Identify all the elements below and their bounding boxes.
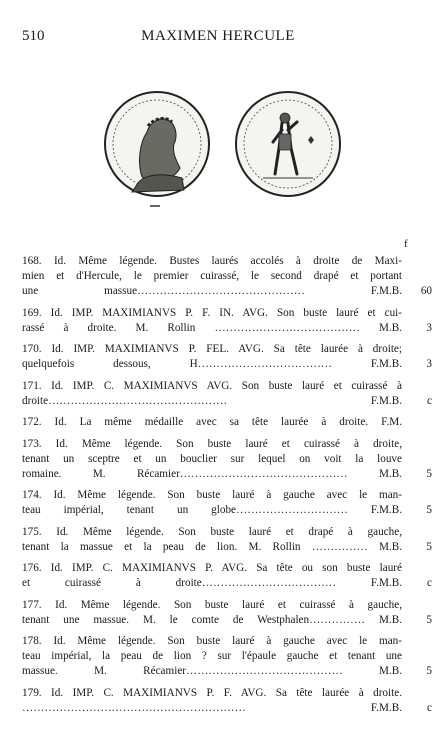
entry-line (22, 342, 432, 357)
entry-line (22, 284, 432, 299)
catalogue-entries (22, 254, 432, 722)
catalogue-entry (22, 686, 432, 716)
entry-price: 5 (426, 665, 432, 677)
entry-line (22, 467, 432, 482)
entry-line (22, 576, 432, 591)
entry-line-text: 172. Id. La même médaille avec sa tête laurée à droite. F.M. (22, 416, 402, 428)
entry-line (22, 415, 432, 430)
entry-line-text: 170. Id. IMP. MAXIMIANVS P. FEL. AVG. Sa tête laurée à droite; (22, 343, 402, 355)
entry-line-text: et cuirassé à droite……………………………… F.M.B. (22, 577, 402, 589)
entry-line (22, 686, 432, 701)
page-header (22, 28, 414, 48)
catalogue-entry (22, 306, 432, 336)
entry-line (22, 598, 432, 613)
entry-price: 5 (426, 613, 432, 626)
catalogue-entry (22, 342, 432, 372)
entry-price: 3 (426, 358, 432, 370)
entry-line-text: 176. Id. IMP. C. MAXIMIANVS P. AVG. Sa tête ou son buste lauré (22, 562, 402, 574)
entry-price: c (427, 701, 432, 714)
catalogue-entry (22, 525, 432, 555)
entry-line-text: 175. Id. Même légende. Son buste lauré et drapé à gauche, (22, 525, 402, 538)
entry-price: c (427, 577, 432, 589)
entry-price: 60 (420, 285, 432, 297)
entry-line (22, 306, 432, 321)
entry-price: 3 (426, 321, 432, 334)
catalogue-entry (22, 598, 432, 628)
entry-line (22, 503, 432, 518)
entry-line (22, 540, 432, 555)
entry-line-text: 169. Id. IMP. MAXIMIANVS P. F. IN. AVG. Son buste lauré et cui- (22, 306, 402, 319)
entry-line (22, 664, 432, 679)
running-title: MAXIMEN HERCULE (141, 28, 295, 44)
catalogue-entry (22, 415, 432, 430)
entry-line (22, 321, 432, 336)
entry-line (22, 561, 432, 576)
entry-line (22, 613, 432, 628)
coin-reverse-image (233, 82, 343, 222)
entry-line (22, 379, 432, 394)
entry-line-text: rassé à droite. M. Rollin ………………………………… M.B. (22, 321, 402, 334)
column-marker: f (404, 238, 408, 250)
entry-line-text: romaine. M. Récamier……………………………………… M.B. (22, 467, 402, 480)
entry-line-text: quelquefois dessous, H……………………………… F.M.B. (22, 358, 402, 370)
entry-line (22, 488, 432, 503)
entry-line-text: une massue……………………………………… F.M.B. (22, 285, 402, 297)
entry-line-text: 178. Id. Même légende. Son buste lauré à gauche avec le man- (22, 635, 402, 647)
entry-line-text: tenant la massue et la peau de lion. M. Rollin …………… M.B. (22, 540, 402, 553)
entry-line-text: 173. Id. Même légende. Son buste lauré et cuirassé à droite, (22, 437, 402, 450)
entry-line-text: droite………………………………………… F.M.B. (22, 394, 402, 407)
entry-line-text: 179. Id. IMP. C. MAXIMIANVS P. F. AVG. Sa tête laurée à droite. (22, 686, 402, 699)
entry-line-text: 171. Id. IMP. C. MAXIMIANVS AVG. Son buste lauré et cuirassé à (22, 379, 402, 392)
entry-price: 5 (426, 467, 432, 480)
entry-line (22, 254, 432, 269)
entry-line-text: teau impérial, la peau de lion ? sur l'épaule gauche et tenant une (22, 650, 402, 662)
page-number: 510 (22, 28, 45, 44)
catalogue-entry (22, 561, 432, 591)
entry-line (22, 701, 432, 716)
entry-price: c (427, 394, 432, 407)
catalogue-entry (22, 634, 432, 679)
entry-line-text: tenant une massue. M. le comte de Westphalen…………… M.B. (22, 613, 402, 626)
entry-line (22, 649, 432, 664)
catalogue-entry (22, 379, 432, 409)
entry-line (22, 357, 432, 372)
catalogue-entry (22, 488, 432, 518)
entry-line-text: tenant un sceptre et un bouclier sur lequel on voit la louve (22, 452, 402, 465)
entry-line (22, 394, 432, 409)
coin-obverse-image (102, 82, 212, 222)
entry-line-text: massue. M. Récamier…………………………………… M.B. (22, 665, 402, 677)
catalogue-entry (22, 254, 432, 299)
catalogue-entry (22, 437, 432, 482)
entry-line (22, 525, 432, 540)
entry-price: 5 (426, 540, 432, 553)
entry-line-text: 168. Id. Même légende. Bustes laurés accolés à droite de Maxi- (22, 255, 402, 267)
entry-line-text: …………………………………………………… F.M.B. (22, 701, 402, 714)
entry-line-text: 174. Id. Même légende. Son buste lauré à gauche avec le man- (22, 489, 402, 501)
entry-line (22, 269, 432, 284)
coin-illustrations (0, 82, 446, 232)
entry-line-text: teau impérial, tenant un globe………………………… F.M.B. (22, 504, 402, 516)
entry-line (22, 437, 432, 452)
entry-price: 5 (426, 504, 432, 516)
entry-line-text: mien et d'Hercule, le premier cuirassé, le second drapé et portant (22, 270, 402, 282)
entry-line (22, 452, 432, 467)
entry-line-text: 177. Id. Même légende. Son buste lauré et cuirassé à gauche, (22, 598, 402, 611)
entry-line (22, 634, 432, 649)
